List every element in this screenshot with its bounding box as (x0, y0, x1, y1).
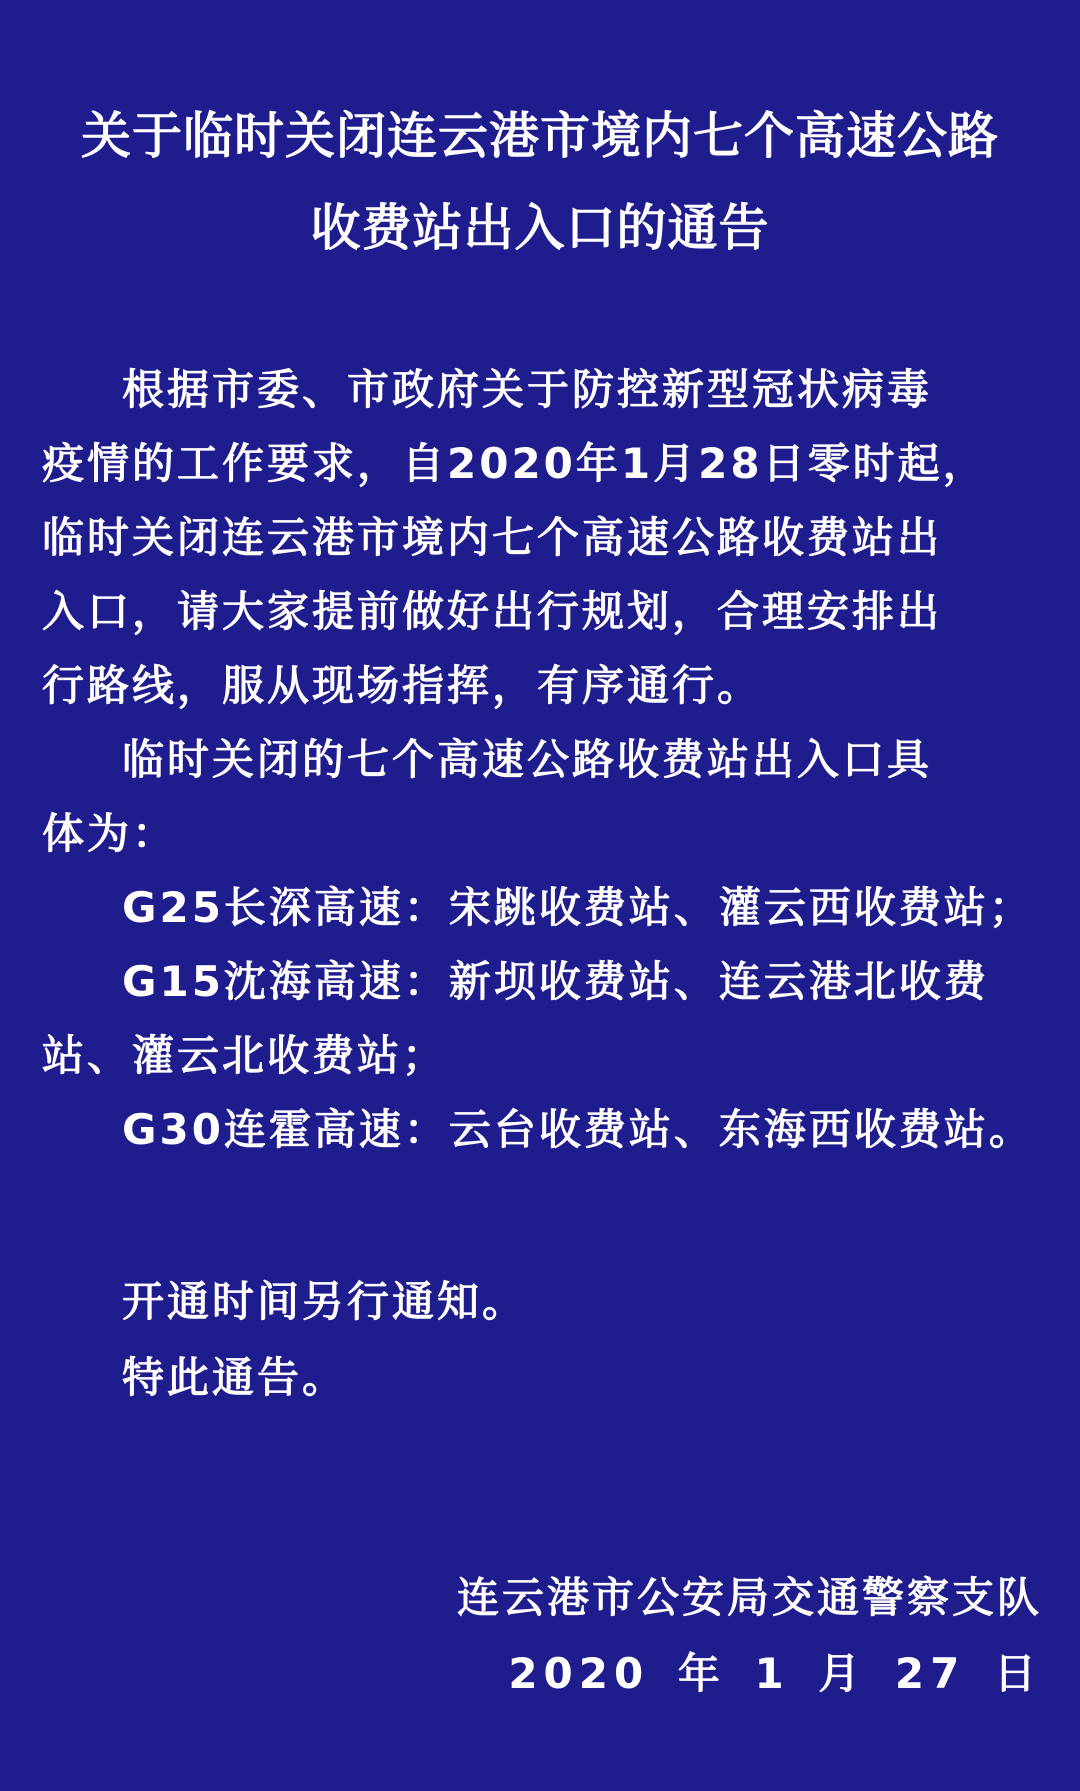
reopen-notice: 开通时间另行通知。 (122, 1277, 528, 1326)
issue-date: 2020 年 1 月 27 日 (508, 1649, 1042, 1698)
paragraph-2-line-1: 临时关闭的七个高速公路收费站出入口具 (122, 735, 933, 784)
notice-title-line-1: 关于临时关闭连云港市境内七个高速公路 (81, 107, 999, 165)
g15-toll-stations-line-2: 站、灌云北收费站； (42, 1031, 448, 1080)
paragraph-1-line-5: 行路线，服从现场指挥，有序通行。 (42, 661, 763, 710)
g15-toll-stations-line-1: G15沈海高速：新坝收费站、连云港北收费 (122, 957, 989, 1006)
issuing-organization: 连云港市公安局交通警察支队 (456, 1573, 1042, 1622)
paragraph-1-line-2: 疫情的工作要求，自2020年1月28日零时起， (42, 439, 988, 488)
paragraph-1-line-3: 临时关闭连云港市境内七个高速公路收费站出 (42, 513, 943, 562)
paragraph-2-line-2: 体为： (42, 809, 178, 858)
g25-toll-stations: G25长深高速：宋跳收费站、灌云西收费站； (122, 883, 1034, 932)
g30-toll-stations: G30连霍高速：云台收费站、东海西收费站。 (122, 1105, 1034, 1154)
closing-phrase: 特此通告。 (122, 1353, 348, 1402)
paragraph-1-line-4: 入口，请大家提前做好出行规划，合理安排出 (42, 587, 943, 636)
notice-title-line-2: 收费站出入口的通告 (310, 199, 770, 257)
paragraph-1-line-1: 根据市委、市政府关于防控新型冠状病毒 (122, 365, 933, 414)
